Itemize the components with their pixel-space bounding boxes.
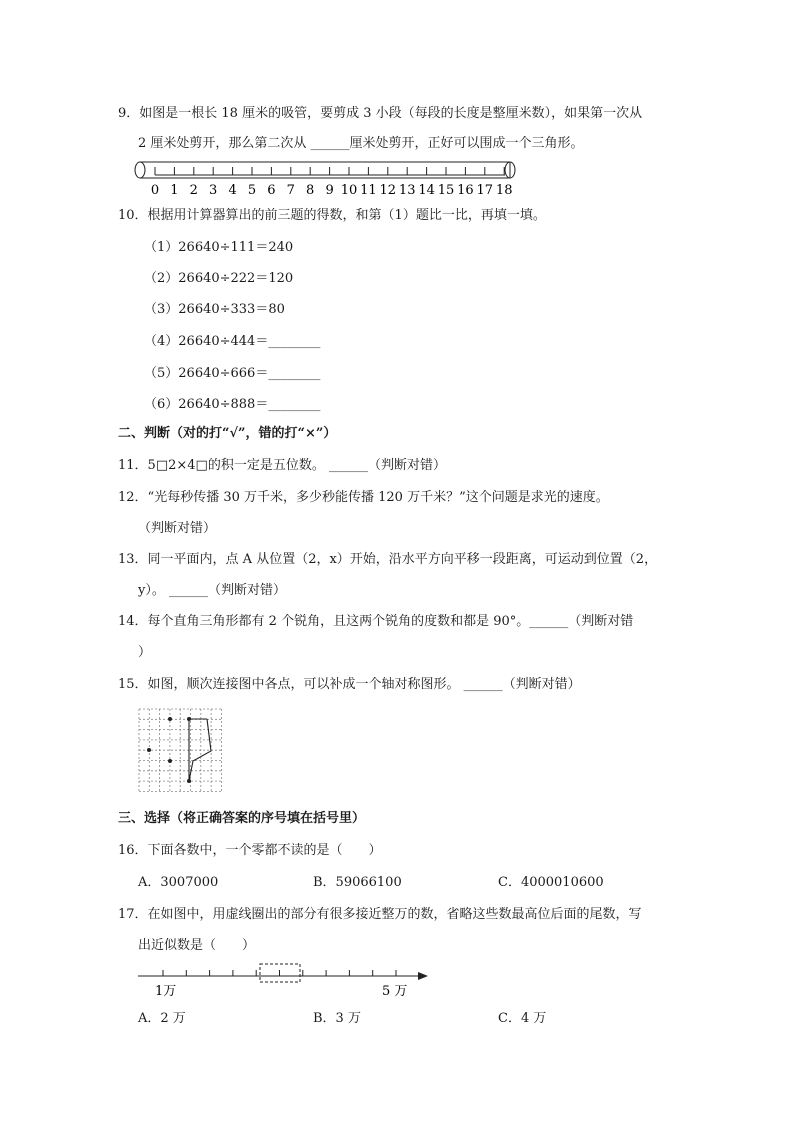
ruler-label: 3	[209, 183, 218, 198]
q17-number-line	[135, 960, 435, 1000]
q16-option-b: B．59066100	[313, 875, 402, 890]
straw-ruler	[130, 158, 520, 198]
ruler-label: 7	[286, 183, 295, 198]
ruler-label: 14	[418, 183, 435, 198]
q16-option-a: A．3007000	[138, 875, 219, 890]
q17-option-b: B．3 万	[313, 1011, 361, 1026]
ruler-label: 12	[379, 183, 397, 198]
q17-line2: 出近似数是（ ）	[138, 938, 256, 953]
ruler-label: 11	[360, 183, 377, 198]
ruler-label: 15	[437, 183, 455, 198]
axis-right-label: 5 万	[382, 984, 408, 999]
q12-line1: 12．“光每秒传播 30 万千米，多少秒能传播 120 万千米？”这个问题是求光的速度。	[118, 490, 609, 505]
ruler-label: 10	[340, 183, 358, 198]
q9-line1: 9．如图是一根长 18 厘米的吸管，要剪成 3 小段（每段的长度是整厘米数），如果第一次从	[118, 106, 643, 121]
q15-grid-figure	[137, 707, 227, 795]
ruler-label: 17	[476, 183, 494, 198]
q17-line1: 17．在如图中，用虚线圈出的部分有很多接近整万的数，省略这些数最高位后面的尾数，写	[118, 907, 642, 922]
section-3-heading: 三、选择（将正确答案的序号填在括号里）	[118, 811, 366, 826]
q14-line1: 14．每个直角三角形都有 2 个锐角，且这两个锐角的度数和都是 90°。______（判断对错	[118, 614, 634, 629]
ruler-label: 8	[306, 183, 315, 198]
q16-option-c: C．4000010600	[498, 875, 604, 890]
q13-line1: 13．同一平面内，点 A 从位置（2，x）开始，沿水平方向平移一段距离，可运动到位置（2，	[118, 552, 658, 567]
q10-item-1: （1）26640÷111＝240	[144, 240, 294, 255]
q17-option-a: A．2 万	[138, 1011, 186, 1026]
ruler-label: 16	[457, 183, 474, 198]
ruler-label: 2	[189, 183, 198, 198]
q17-option-c: C．4 万	[498, 1011, 547, 1026]
q11-text: 11．5□2×4□的积一定是五位数。 ______（判断对错）	[118, 458, 446, 473]
ruler-label: 18	[495, 183, 513, 198]
section-2-heading: 二、判断（对的打“√”，错的打“×”）	[118, 426, 337, 441]
q10-item-3: （3）26640÷333＝80	[144, 302, 285, 317]
q10-item-4: （4）26640÷444＝________	[144, 334, 321, 349]
q10-item-2: （2）26640÷222＝120	[144, 271, 294, 286]
ruler-label: 13	[398, 183, 416, 198]
ruler-label: 0	[150, 183, 160, 198]
q14-line2: ）	[138, 645, 152, 660]
q13-line2: y）。 ______（判断对错）	[138, 583, 286, 598]
q12-line2: （判断对错）	[138, 521, 217, 536]
ruler-label: 4	[228, 183, 237, 198]
q10-prompt: 10．根据用计算器算出的前三题的得数，和第（1）题比一比，再填一填。	[118, 208, 546, 223]
q15-text: 15．如图，顺次连接图中各点，可以补成一个轴对称图形。 ______（判断对错）	[118, 677, 581, 692]
axis-left-label: 1万	[155, 984, 177, 999]
q9-line2: 2 厘米处剪开，那么第二次从 ______厘米处剪开，正好可以围成一个三角形。	[138, 136, 584, 151]
q10-item-5: （5）26640÷666＝________	[144, 366, 321, 381]
ruler-label: 9	[325, 183, 334, 198]
ruler-label: 5	[247, 183, 257, 198]
q16-prompt: 16．下面各数中，一个零都不读的是（ ）	[118, 843, 382, 858]
ruler-label: 6	[267, 183, 276, 198]
ruler-label: 1	[170, 183, 179, 198]
q10-item-6: （6）26640÷888＝________	[144, 397, 321, 412]
